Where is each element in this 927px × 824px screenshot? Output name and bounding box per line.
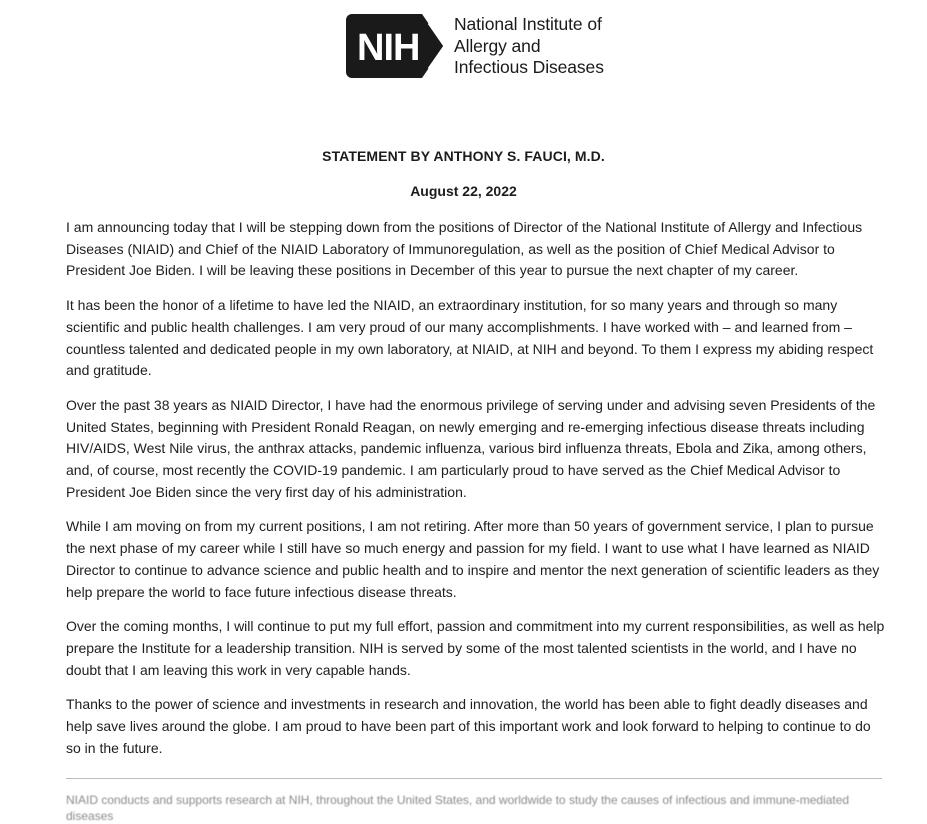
paragraph-3: Over the past 38 years as NIAID Director, I have had the enormous privilege of serving under and advising seven Presidents of the United States, beginning with President Ronald Reagan, on newly emerging and re-emerging infectious disease threats including HIV/AIDS, West Nile virus, the anthrax attacks, pandemic influenza, various bird influenza threats, Ebola and Zika, among others, and, of course, most recently the COVID-19 pandemic. I am particularly proud to have served as the Chief Medical Advisor to President Joe Biden since the very first day of his administration.	[66, 396, 876, 500]
paragraph-2: It has been the honor of a lifetime to have led the NIAID, an extraordinary institution, for so many years and through so many scientific and public health challenges. I am very proud of our many accomplishments. I have worked with – and learned from – countless talented and dedicated people in my own laboratory, at NIAID, at NIH and beyond. To them I express my abiding respect and gratitude.	[66, 297, 874, 379]
nih-logo-icon	[346, 14, 446, 78]
statement-body	[66, 217, 886, 772]
org-name	[454, 14, 604, 79]
svg-text:NIH: NIH	[357, 27, 420, 70]
org-name-line-2: Allergy and	[454, 35, 541, 56]
paragraph-4: While I am moving on from my current positions, I am not retiring. After more than 50 years of government service, I plan to pursue the next phase of my career while I still have so much energy and passion for my field. I want to use what I have learned as NIAID Director to continue to advance science and public health and to inspire and mentor the next generation of scientific leaders as they help prepare the world to face future infectious disease threats.	[66, 518, 880, 600]
footer-divider	[66, 778, 882, 779]
footer-text: NIAID conducts and supports research at NIH, throughout the United States, and worldwide to study the causes of infectious and immune-mediated diseases	[66, 793, 850, 823]
statement-date: August 22, 2022	[410, 183, 517, 199]
paragraph-1: I am announcing today that I will be stepping down from the positions of Director of the National Institute of Allergy and Infectious Diseases (NIAID) and Chief of the NIAID Laboratory of Immunoregulation, as well as the position of Chief Medical Advisor to President Joe Biden. I will be leaving these positions in December of this year to pursue the next chapter of my career.	[66, 219, 863, 279]
statement-title: STATEMENT BY ANTHONY S. FAUCI, M.D.	[322, 148, 605, 164]
paragraph-6: Thanks to the power of science and investments in research and innovation, the world has been able to fight deadly diseases and help save lives around the globe. I am proud to have been part of this important work and look forward to helping to continue to do so in the future.	[66, 696, 871, 756]
org-name-line-1: National Institute of	[454, 14, 602, 34]
paragraph-5: Over the coming months, I will continue to put my full effort, passion and commitment into my current responsibilities, as well as help prepare the Institute for a leadership transition. NIH is served by some of the most talented scientists in the world, and I have no doubt that I am leaving this work in very capable hands.	[66, 618, 885, 678]
org-name-line-3: Infectious Diseases	[454, 57, 604, 77]
niaid-logo	[346, 14, 604, 79]
